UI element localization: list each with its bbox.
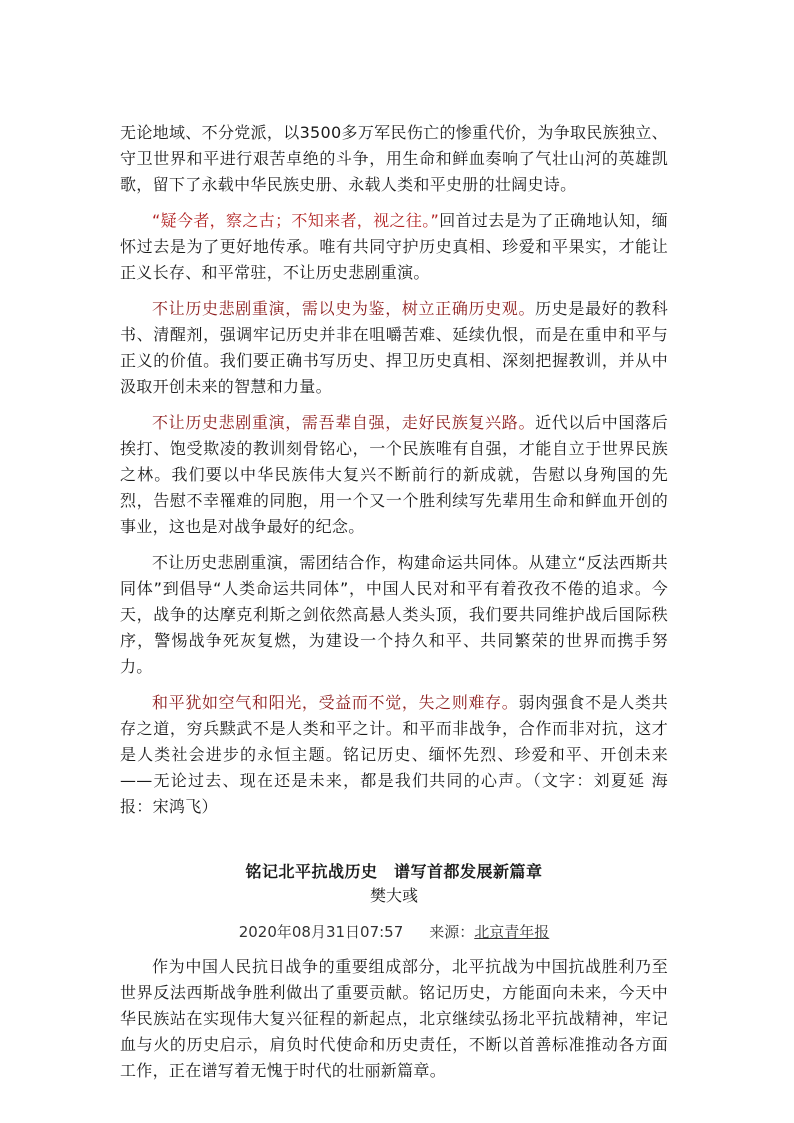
article-body-text: 作为中国人民抗日战争的重要组成部分，北平抗战为中国抗战胜利乃至世界反法西斯战争胜利做出了重要贡献。铭记历史，方能面向未来，今天中华民族站在实现伟大复兴征程的新起点，北京继续弘扬北平抗战精神，牢记血与火的历史启示，肩负时代使命和历史责任，不断以首善标准推动各方面工作，正在谱写着无愧于时代的壮丽新篇章。 <box>120 957 668 1080</box>
paragraph-5 <box>120 550 668 680</box>
article-title: 铭记北平抗战历史 谱写首都发展新篇章 <box>245 862 543 881</box>
source-label: 来源： <box>429 923 475 941</box>
document-page <box>120 120 668 1094</box>
paragraph-1-text: 无论地域、不分党派，以3500多万军民伤亡的惨重代价，为争取民族独立、守卫世界和平进行艰苦卓绝的斗争，用生命和鲜血奏响了气壮山河的英雄凯歌，留下了永载中华民族史册、永载人类和平史册的壮阔史诗。 <box>120 123 668 194</box>
paragraph-4-text: 近代以后中国落后挨打、饱受欺凌的教训刻骨铭心，一个民族唯有自强，才能自立于世界民族之林。我们要以中华民族伟大复兴不断前行的新成就，告慰以身殉国的先烈，告慰不幸罹难的同胞，用一个又一个胜利续写先辈用生命和鲜血开创的事业，这也是对战争最好的纪念。 <box>120 413 669 536</box>
paragraph-3-lead: 不让历史悲剧重演，需以史为鉴，树立正确历史观。 <box>152 299 536 318</box>
paragraph-3-text: 历史是最好的教科书、清醒剂，强调牢记历史并非在咀嚼苦难、延续仇恨，而是在重申和平与正义的价值。我们要正确书写历史、捍卫历史真相、深刻把握教训，并从中汲取开创未来的智慧和力量。 <box>120 299 669 396</box>
paragraph-2 <box>120 208 668 286</box>
article-body <box>120 954 668 1084</box>
paragraph-2-text: 回首过去是为了正确地认知，缅怀过去是为了更好地传承。唯有共同守护历史真相、珍爱和平果实，才能让正义长存、和平常驻，不让历史悲剧重演。 <box>120 211 669 282</box>
paragraph-1 <box>120 120 668 198</box>
article-author: 樊大彧 <box>369 886 418 905</box>
classical-quote: “疑今者，察之古；不知来者，视之往。” <box>152 211 440 230</box>
source-link[interactable]: 北京青年报 <box>474 923 550 941</box>
article-meta <box>120 920 668 944</box>
paragraph-3 <box>120 296 668 400</box>
paragraph-5-text: 不让历史悲剧重演，需团结合作，构建命运共同体。从建立“反法西斯共同体”到倡导“人类命运共同体”，中国人民对和平有着孜孜不倦的追求。今天，战争的达摩克利斯之剑依然高悬人类头顶，我们要共同维护战后国际秩序，警惕战争死灰复燃，为建设一个持久和平、共同繁荣的世界而携手努力。 <box>120 553 668 676</box>
paragraph-6 <box>120 690 668 820</box>
paragraph-4-lead: 不让历史悲剧重演，需吾辈自强，走好民族复兴路。 <box>152 413 536 432</box>
paragraph-6-lead: 和平犹如空气和阳光，受益而不觉，失之则难存。 <box>152 693 519 712</box>
paragraph-6-text: 弱肉强食不是人类共存之道，穷兵黩武不是人类和平之计。和平而非战争，合作而非对抗，这才是人类社会进步的永恒主题。铭记历史、缅怀先烈、珍爱和平、开创未来——无论过去、现在还是未来，都是我们共同的心声。（文字：刘夏延 海报：宋鸿飞） <box>120 693 669 816</box>
article-date: 2020年08月31日07:57 <box>238 923 404 941</box>
paragraph-4 <box>120 410 668 540</box>
